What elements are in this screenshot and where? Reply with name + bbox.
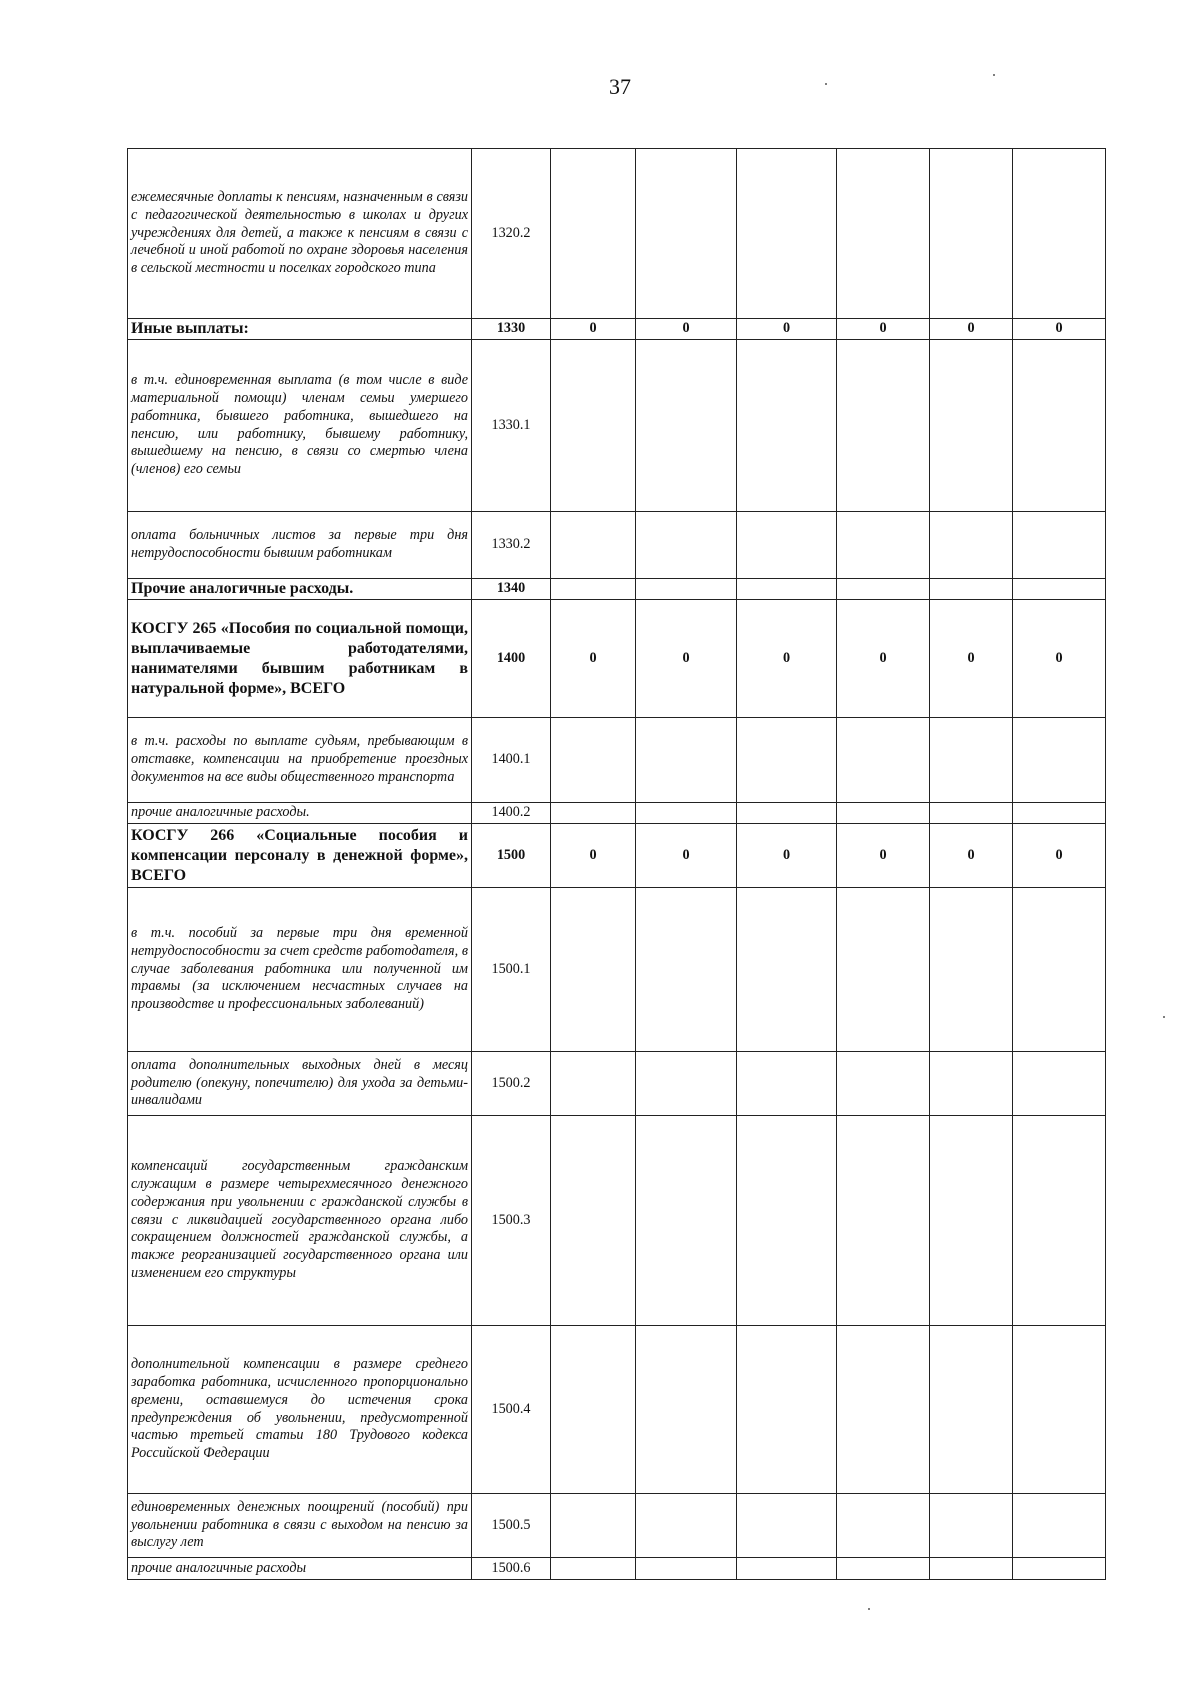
value-cell bbox=[636, 149, 737, 319]
value-cell bbox=[930, 1494, 1013, 1558]
value-cell bbox=[636, 1052, 737, 1116]
scan-speck bbox=[825, 83, 827, 85]
value-cell bbox=[551, 1052, 636, 1116]
value-cell: 0 bbox=[636, 600, 737, 718]
value-cell bbox=[737, 803, 837, 824]
row-code: 1330.1 bbox=[472, 340, 551, 512]
value-cell bbox=[837, 718, 930, 803]
value-cell bbox=[1013, 1326, 1106, 1494]
value-cell bbox=[837, 340, 930, 512]
value-cell: 0 bbox=[930, 319, 1013, 340]
value-cell bbox=[930, 1116, 1013, 1326]
table-row bbox=[128, 803, 1106, 824]
row-description: прочие аналогичные расходы bbox=[128, 1558, 472, 1580]
value-cell bbox=[1013, 1116, 1106, 1326]
table-row bbox=[128, 579, 1106, 600]
value-cell bbox=[837, 1052, 930, 1116]
row-description: КОСГУ 265 «Пособия по социальной помощи, выплачиваемые работодателями, нанимателями бывшим работникам в натуральной форме», ВСЕГО bbox=[128, 600, 472, 718]
value-cell: 0 bbox=[837, 319, 930, 340]
value-cell bbox=[1013, 579, 1106, 600]
value-cell bbox=[737, 1116, 837, 1326]
row-code: 1500.1 bbox=[472, 888, 551, 1052]
value-cell bbox=[837, 149, 930, 319]
value-cell bbox=[837, 888, 930, 1052]
row-code: 1500.4 bbox=[472, 1326, 551, 1494]
value-cell: 0 bbox=[837, 824, 930, 888]
row-code: 1500.2 bbox=[472, 1052, 551, 1116]
table-row bbox=[128, 1326, 1106, 1494]
value-cell: 0 bbox=[1013, 319, 1106, 340]
value-cell bbox=[1013, 512, 1106, 579]
expense-table bbox=[127, 148, 1106, 1580]
value-cell bbox=[636, 579, 737, 600]
value-cell bbox=[737, 1494, 837, 1558]
value-cell bbox=[551, 340, 636, 512]
row-code: 1340 bbox=[472, 579, 551, 600]
value-cell bbox=[837, 512, 930, 579]
table-row bbox=[128, 1558, 1106, 1580]
value-cell bbox=[551, 579, 636, 600]
row-description: ежемесячные доплаты к пенсиям, назначенным в связи с педагогической деятельностью в школах и других учреждениях для детей, а также к пенсиям в связи с лечебной и иной работой по охране здоровья населения в сельской местности и поселках городского типа bbox=[128, 149, 472, 319]
value-cell bbox=[1013, 1558, 1106, 1580]
row-description: КОСГУ 266 «Социальные пособия и компенсации персоналу в денежной форме», ВСЕГО bbox=[128, 824, 472, 888]
table-row bbox=[128, 1052, 1106, 1116]
value-cell bbox=[930, 579, 1013, 600]
table-row bbox=[128, 1494, 1106, 1558]
value-cell: 0 bbox=[737, 824, 837, 888]
value-cell bbox=[551, 1326, 636, 1494]
value-cell bbox=[636, 340, 737, 512]
row-code: 1500.5 bbox=[472, 1494, 551, 1558]
value-cell bbox=[737, 1052, 837, 1116]
row-code: 1400 bbox=[472, 600, 551, 718]
value-cell: 0 bbox=[1013, 600, 1106, 718]
table-row bbox=[128, 824, 1106, 888]
row-description: единовременных денежных поощрений (пособий) при увольнении работника в связи с выходом на пенсию за выслугу лет bbox=[128, 1494, 472, 1558]
table-row bbox=[128, 512, 1106, 579]
row-description: оплата больничных листов за первые три дня нетрудоспособности бывшим работникам bbox=[128, 512, 472, 579]
row-description: Прочие аналогичные расходы. bbox=[128, 579, 472, 600]
row-description: компенсаций государственным гражданским служащим в размере четырехмесячного денежного содержания при увольнении с гражданской службы в связи с ликвидацией государственного органа либо сокращением должностей гражданской службы, а также реорганизацией государственного органа или изменением его структуры bbox=[128, 1116, 472, 1326]
row-description: в т.ч. расходы по выплате судьям, пребывающим в отставке, компенсации на приобретение проездных документов на все виды общественного транспорта bbox=[128, 718, 472, 803]
value-cell bbox=[930, 512, 1013, 579]
row-code: 1330.2 bbox=[472, 512, 551, 579]
value-cell bbox=[737, 718, 837, 803]
row-code: 1320.2 bbox=[472, 149, 551, 319]
value-cell: 0 bbox=[837, 600, 930, 718]
value-cell: 0 bbox=[551, 319, 636, 340]
row-code: 1500.3 bbox=[472, 1116, 551, 1326]
value-cell bbox=[1013, 888, 1106, 1052]
table-row bbox=[128, 600, 1106, 718]
value-cell bbox=[930, 1052, 1013, 1116]
value-cell bbox=[930, 1558, 1013, 1580]
value-cell bbox=[1013, 149, 1106, 319]
value-cell bbox=[636, 1558, 737, 1580]
row-code: 1400.2 bbox=[472, 803, 551, 824]
value-cell bbox=[930, 803, 1013, 824]
value-cell bbox=[636, 1326, 737, 1494]
row-description: дополнительной компенсации в размере среднего заработка работника, исчисленного пропорционально времени, оставшемуся до истечения срока предупреждения об увольнении, предусмотренной частью третьей статьи 180 Трудового кодекса Российской Федерации bbox=[128, 1326, 472, 1494]
value-cell bbox=[930, 888, 1013, 1052]
row-description: Иные выплаты: bbox=[128, 319, 472, 340]
value-cell: 0 bbox=[636, 824, 737, 888]
value-cell bbox=[930, 1326, 1013, 1494]
value-cell bbox=[1013, 1494, 1106, 1558]
value-cell: 0 bbox=[930, 600, 1013, 718]
row-description: прочие аналогичные расходы. bbox=[128, 803, 472, 824]
value-cell bbox=[837, 1116, 930, 1326]
value-cell: 0 bbox=[737, 600, 837, 718]
row-description: в т.ч. пособий за первые три дня временной нетрудоспособности за счет средств работодателя, в случае заболевания работника или полученной им травмы (за исключением несчастных случаев на производстве и профессиональных заболеваний) bbox=[128, 888, 472, 1052]
value-cell bbox=[930, 718, 1013, 803]
value-cell bbox=[636, 1116, 737, 1326]
value-cell bbox=[1013, 1052, 1106, 1116]
value-cell bbox=[636, 803, 737, 824]
value-cell: 0 bbox=[551, 824, 636, 888]
page-number: 37 bbox=[609, 74, 631, 99]
value-cell bbox=[737, 579, 837, 600]
value-cell bbox=[1013, 718, 1106, 803]
value-cell bbox=[1013, 803, 1106, 824]
value-cell bbox=[551, 718, 636, 803]
table-row bbox=[128, 888, 1106, 1052]
table-row bbox=[128, 319, 1106, 340]
value-cell bbox=[551, 1494, 636, 1558]
scan-speck bbox=[868, 1608, 870, 1610]
value-cell bbox=[930, 149, 1013, 319]
row-code: 1500 bbox=[472, 824, 551, 888]
value-cell bbox=[737, 888, 837, 1052]
value-cell bbox=[551, 149, 636, 319]
value-cell bbox=[837, 1494, 930, 1558]
value-cell: 0 bbox=[1013, 824, 1106, 888]
value-cell bbox=[837, 803, 930, 824]
value-cell: 0 bbox=[551, 600, 636, 718]
value-cell bbox=[737, 340, 837, 512]
value-cell bbox=[737, 1558, 837, 1580]
value-cell bbox=[551, 803, 636, 824]
value-cell: 0 bbox=[930, 824, 1013, 888]
value-cell bbox=[551, 512, 636, 579]
value-cell bbox=[1013, 340, 1106, 512]
value-cell: 0 bbox=[636, 319, 737, 340]
table-row bbox=[128, 718, 1106, 803]
value-cell: 0 bbox=[737, 319, 837, 340]
table-row bbox=[128, 149, 1106, 319]
value-cell bbox=[636, 888, 737, 1052]
value-cell bbox=[930, 340, 1013, 512]
value-cell bbox=[837, 1558, 930, 1580]
row-code: 1330 bbox=[472, 319, 551, 340]
row-code: 1400.1 bbox=[472, 718, 551, 803]
row-code: 1500.6 bbox=[472, 1558, 551, 1580]
value-cell bbox=[837, 579, 930, 600]
value-cell bbox=[837, 1326, 930, 1494]
value-cell bbox=[636, 718, 737, 803]
value-cell bbox=[737, 512, 837, 579]
value-cell bbox=[551, 1116, 636, 1326]
row-description: оплата дополнительных выходных дней в месяц родителю (опекуну, попечителю) для ухода за детьми-инвалидами bbox=[128, 1052, 472, 1116]
value-cell bbox=[636, 512, 737, 579]
value-cell bbox=[551, 1558, 636, 1580]
scan-speck bbox=[1163, 1016, 1165, 1018]
row-description: в т.ч. единовременная выплата (в том числе в виде материальной помощи) членам семьи умершего работника, бывшего работника, вышедшего на пенсию, или работнику, бывшему работнику, вышедшему на пенсию, в связи со смертью члена (членов) его семьи bbox=[128, 340, 472, 512]
value-cell bbox=[551, 888, 636, 1052]
value-cell bbox=[636, 1494, 737, 1558]
value-cell bbox=[737, 1326, 837, 1494]
scan-speck bbox=[993, 74, 995, 76]
value-cell bbox=[737, 149, 837, 319]
table-row bbox=[128, 1116, 1106, 1326]
table-row bbox=[128, 340, 1106, 512]
